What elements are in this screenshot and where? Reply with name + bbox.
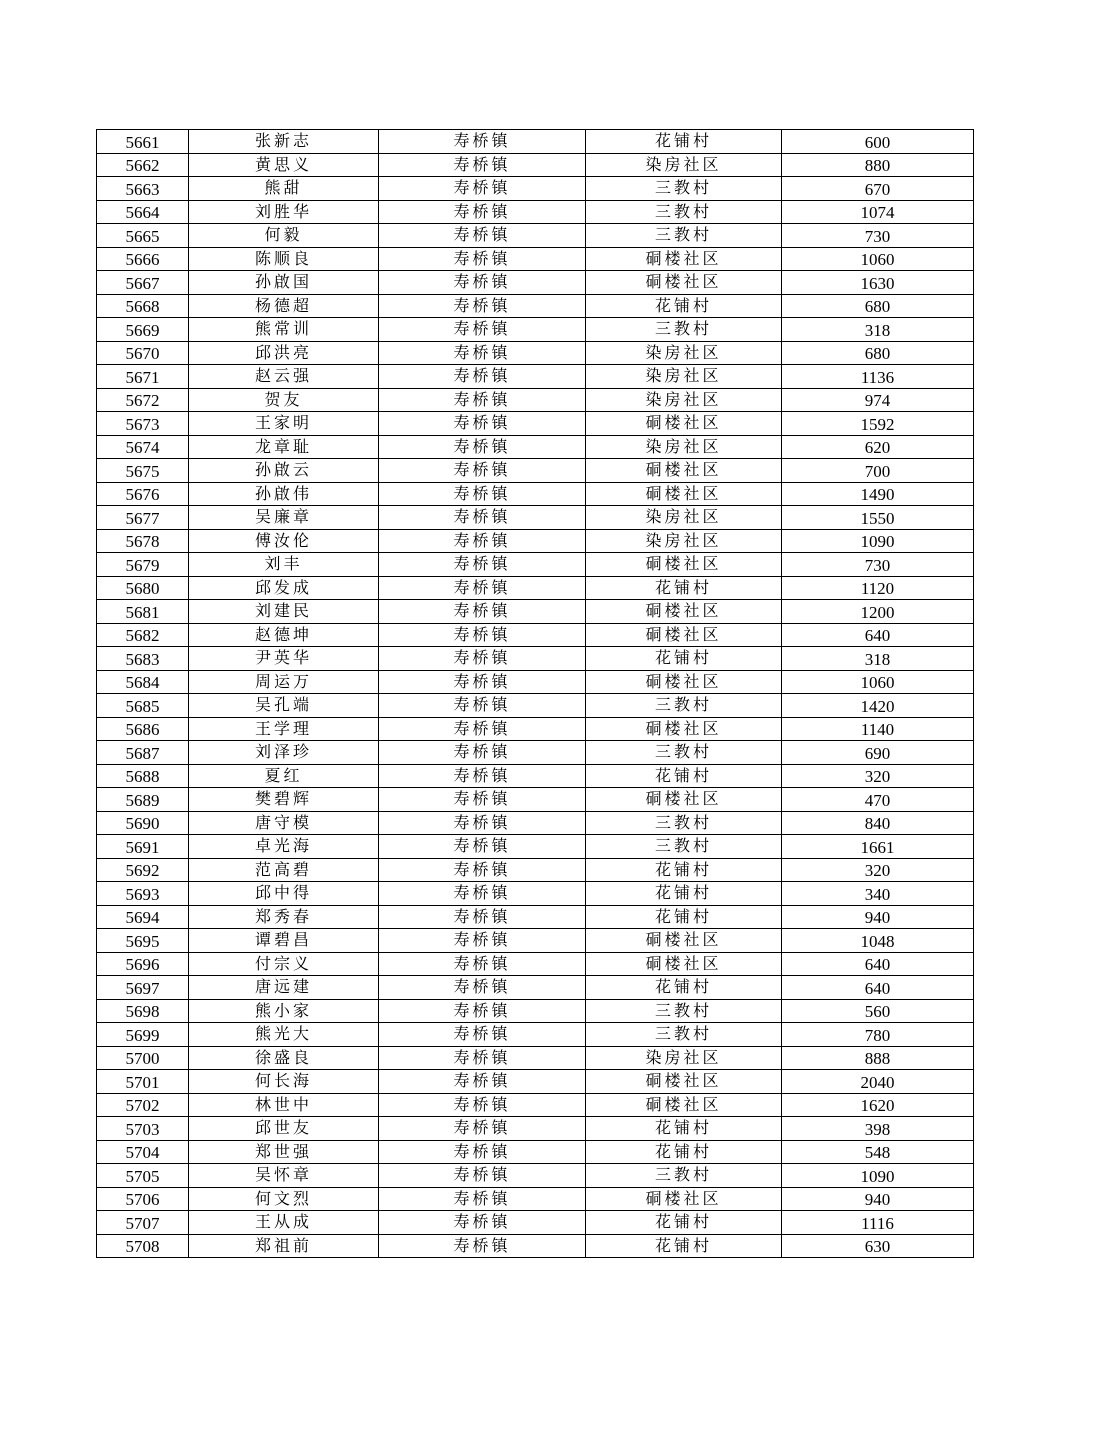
cell-serial-number: 5667 [97,271,189,295]
table-row [97,1046,974,1070]
cell-village: 三教村 [586,811,782,835]
cell-serial-number: 5692 [97,858,189,882]
cell-amount: 940 [782,1187,974,1211]
cell-town: 寿桥镇 [379,1023,586,1047]
cell-serial-number: 5708 [97,1234,189,1258]
cell-village: 硐楼社区 [586,1093,782,1117]
cell-serial-number: 5689 [97,788,189,812]
cell-village: 染房社区 [586,153,782,177]
cell-serial-number: 5676 [97,482,189,506]
cell-amount: 730 [782,553,974,577]
cell-village: 三教村 [586,318,782,342]
cell-amount: 640 [782,623,974,647]
table-row [97,623,974,647]
cell-village: 硐楼社区 [586,929,782,953]
cell-town: 寿桥镇 [379,1187,586,1211]
cell-town: 寿桥镇 [379,600,586,624]
table-row [97,1164,974,1188]
cell-name: 唐守模 [189,811,379,835]
cell-amount: 1090 [782,529,974,553]
cell-amount: 1140 [782,717,974,741]
cell-village: 硐楼社区 [586,459,782,483]
cell-name: 孙啟云 [189,459,379,483]
table-row [97,976,974,1000]
cell-name: 何文烈 [189,1187,379,1211]
cell-town: 寿桥镇 [379,576,586,600]
cell-town: 寿桥镇 [379,482,586,506]
cell-serial-number: 5706 [97,1187,189,1211]
cell-serial-number: 5682 [97,623,189,647]
cell-serial-number: 5675 [97,459,189,483]
cell-serial-number: 5703 [97,1117,189,1141]
cell-name: 张新志 [189,130,379,154]
table-row [97,764,974,788]
cell-name: 王从成 [189,1211,379,1235]
cell-town: 寿桥镇 [379,506,586,530]
cell-amount: 1550 [782,506,974,530]
cell-name: 夏红 [189,764,379,788]
cell-name: 付宗义 [189,952,379,976]
table-row [97,1140,974,1164]
cell-amount: 940 [782,905,974,929]
cell-amount: 620 [782,435,974,459]
cell-serial-number: 5702 [97,1093,189,1117]
cell-town: 寿桥镇 [379,764,586,788]
table-row [97,435,974,459]
table-row [97,952,974,976]
table-row [97,929,974,953]
cell-amount: 700 [782,459,974,483]
table-row [97,1211,974,1235]
cell-serial-number: 5678 [97,529,189,553]
table-row [97,1117,974,1141]
cell-serial-number: 5662 [97,153,189,177]
cell-village: 硐楼社区 [586,247,782,271]
cell-village: 花铺村 [586,1211,782,1235]
table-row [97,294,974,318]
cell-village: 花铺村 [586,905,782,929]
cell-village: 花铺村 [586,647,782,671]
cell-town: 寿桥镇 [379,694,586,718]
table-row [97,482,974,506]
cell-town: 寿桥镇 [379,835,586,859]
table-row [97,365,974,389]
cell-village: 染房社区 [586,435,782,459]
cell-serial-number: 5699 [97,1023,189,1047]
cell-serial-number: 5686 [97,717,189,741]
cell-name: 何毅 [189,224,379,248]
cell-village: 花铺村 [586,882,782,906]
cell-town: 寿桥镇 [379,647,586,671]
cell-serial-number: 5691 [97,835,189,859]
cell-village: 硐楼社区 [586,271,782,295]
cell-serial-number: 5664 [97,200,189,224]
cell-village: 三教村 [586,741,782,765]
cell-amount: 1060 [782,247,974,271]
cell-name: 尹英华 [189,647,379,671]
cell-town: 寿桥镇 [379,670,586,694]
cell-town: 寿桥镇 [379,412,586,436]
table-row [97,1023,974,1047]
cell-town: 寿桥镇 [379,247,586,271]
cell-serial-number: 5690 [97,811,189,835]
cell-village: 硐楼社区 [586,623,782,647]
cell-serial-number: 5695 [97,929,189,953]
cell-village: 三教村 [586,1023,782,1047]
cell-name: 熊常训 [189,318,379,342]
cell-serial-number: 5697 [97,976,189,1000]
table-row [97,200,974,224]
table-row [97,412,974,436]
cell-serial-number: 5698 [97,999,189,1023]
cell-name: 孙啟国 [189,271,379,295]
cell-town: 寿桥镇 [379,388,586,412]
cell-town: 寿桥镇 [379,294,586,318]
table-row [97,788,974,812]
table-row [97,529,974,553]
cell-town: 寿桥镇 [379,1164,586,1188]
table-row [97,224,974,248]
table-row [97,811,974,835]
cell-name: 孙啟伟 [189,482,379,506]
table-row [97,553,974,577]
cell-amount: 2040 [782,1070,974,1094]
cell-name: 贺友 [189,388,379,412]
cell-serial-number: 5705 [97,1164,189,1188]
cell-amount: 680 [782,294,974,318]
cell-village: 染房社区 [586,341,782,365]
table-row [97,459,974,483]
cell-town: 寿桥镇 [379,529,586,553]
cell-amount: 1420 [782,694,974,718]
cell-name: 赵云强 [189,365,379,389]
cell-name: 郑世强 [189,1140,379,1164]
cell-village: 花铺村 [586,130,782,154]
cell-name: 何长海 [189,1070,379,1094]
cell-name: 邱发成 [189,576,379,600]
cell-amount: 398 [782,1117,974,1141]
cell-town: 寿桥镇 [379,130,586,154]
cell-village: 硐楼社区 [586,412,782,436]
table-row [97,341,974,365]
cell-village: 硐楼社区 [586,952,782,976]
table-row [97,905,974,929]
table-row [97,647,974,671]
cell-amount: 320 [782,858,974,882]
cell-town: 寿桥镇 [379,741,586,765]
cell-town: 寿桥镇 [379,1117,586,1141]
cell-serial-number: 5674 [97,435,189,459]
table-row [97,1093,974,1117]
cell-name: 傅汝伦 [189,529,379,553]
cell-amount: 880 [782,153,974,177]
cell-village: 花铺村 [586,1140,782,1164]
table-row [97,153,974,177]
cell-name: 郑秀春 [189,905,379,929]
cell-village: 花铺村 [586,1234,782,1258]
table-row [97,576,974,600]
table-row [97,318,974,342]
cell-name: 刘泽珍 [189,741,379,765]
cell-town: 寿桥镇 [379,717,586,741]
cell-serial-number: 5693 [97,882,189,906]
cell-serial-number: 5688 [97,764,189,788]
table-row [97,177,974,201]
cell-serial-number: 5696 [97,952,189,976]
cell-town: 寿桥镇 [379,1140,586,1164]
table-row [97,247,974,271]
cell-amount: 974 [782,388,974,412]
table-row [97,717,974,741]
cell-amount: 318 [782,318,974,342]
table-row [97,999,974,1023]
cell-amount: 340 [782,882,974,906]
cell-town: 寿桥镇 [379,952,586,976]
cell-village: 花铺村 [586,576,782,600]
cell-village: 花铺村 [586,294,782,318]
cell-serial-number: 5672 [97,388,189,412]
data-table [96,129,974,1258]
cell-village: 三教村 [586,1164,782,1188]
cell-town: 寿桥镇 [379,271,586,295]
cell-name: 吴怀章 [189,1164,379,1188]
cell-serial-number: 5683 [97,647,189,671]
cell-village: 染房社区 [586,529,782,553]
cell-amount: 1074 [782,200,974,224]
cell-serial-number: 5677 [97,506,189,530]
cell-name: 邱洪亮 [189,341,379,365]
cell-village: 花铺村 [586,1117,782,1141]
cell-village: 三教村 [586,200,782,224]
cell-name: 邱中得 [189,882,379,906]
cell-name: 熊小家 [189,999,379,1023]
table-row [97,694,974,718]
cell-name: 邱世友 [189,1117,379,1141]
cell-serial-number: 5668 [97,294,189,318]
cell-name: 樊碧辉 [189,788,379,812]
cell-name: 龙章耻 [189,435,379,459]
cell-town: 寿桥镇 [379,435,586,459]
cell-village: 三教村 [586,224,782,248]
cell-village: 花铺村 [586,858,782,882]
cell-serial-number: 5684 [97,670,189,694]
cell-town: 寿桥镇 [379,341,586,365]
cell-village: 硐楼社区 [586,717,782,741]
cell-serial-number: 5669 [97,318,189,342]
document-page [96,129,973,1258]
cell-name: 周运万 [189,670,379,694]
table-body [97,130,974,1258]
table-row [97,600,974,624]
cell-town: 寿桥镇 [379,1070,586,1094]
cell-serial-number: 5666 [97,247,189,271]
cell-village: 硐楼社区 [586,553,782,577]
cell-name: 吴孔端 [189,694,379,718]
cell-amount: 670 [782,177,974,201]
cell-village: 硐楼社区 [586,600,782,624]
cell-amount: 690 [782,741,974,765]
cell-village: 花铺村 [586,764,782,788]
cell-serial-number: 5665 [97,224,189,248]
cell-village: 硐楼社区 [586,1070,782,1094]
cell-village: 花铺村 [586,976,782,1000]
cell-amount: 600 [782,130,974,154]
cell-village: 三教村 [586,694,782,718]
cell-town: 寿桥镇 [379,976,586,1000]
cell-amount: 548 [782,1140,974,1164]
cell-amount: 1620 [782,1093,974,1117]
cell-name: 徐盛良 [189,1046,379,1070]
cell-amount: 1060 [782,670,974,694]
cell-village: 三教村 [586,177,782,201]
cell-amount: 888 [782,1046,974,1070]
cell-village: 三教村 [586,999,782,1023]
cell-name: 郑祖前 [189,1234,379,1258]
cell-town: 寿桥镇 [379,318,586,342]
cell-amount: 1120 [782,576,974,600]
cell-town: 寿桥镇 [379,1234,586,1258]
cell-name: 熊甜 [189,177,379,201]
cell-serial-number: 5700 [97,1046,189,1070]
cell-serial-number: 5680 [97,576,189,600]
table-row [97,670,974,694]
cell-amount: 840 [782,811,974,835]
cell-village: 硐楼社区 [586,1187,782,1211]
table-row [97,1070,974,1094]
cell-village: 染房社区 [586,365,782,389]
cell-amount: 730 [782,224,974,248]
cell-town: 寿桥镇 [379,858,586,882]
cell-serial-number: 5687 [97,741,189,765]
cell-serial-number: 5707 [97,1211,189,1235]
cell-amount: 640 [782,976,974,1000]
cell-town: 寿桥镇 [379,553,586,577]
cell-amount: 630 [782,1234,974,1258]
cell-name: 刘胜华 [189,200,379,224]
cell-town: 寿桥镇 [379,200,586,224]
cell-town: 寿桥镇 [379,929,586,953]
cell-town: 寿桥镇 [379,365,586,389]
cell-amount: 1090 [782,1164,974,1188]
table-row [97,741,974,765]
cell-town: 寿桥镇 [379,177,586,201]
cell-serial-number: 5661 [97,130,189,154]
table-row [97,130,974,154]
table-row [97,882,974,906]
cell-amount: 680 [782,341,974,365]
cell-name: 谭碧昌 [189,929,379,953]
table-row [97,835,974,859]
cell-name: 杨德超 [189,294,379,318]
cell-name: 王家明 [189,412,379,436]
cell-village: 硐楼社区 [586,670,782,694]
cell-town: 寿桥镇 [379,882,586,906]
cell-village: 硐楼社区 [586,788,782,812]
cell-town: 寿桥镇 [379,153,586,177]
cell-town: 寿桥镇 [379,1093,586,1117]
cell-serial-number: 5704 [97,1140,189,1164]
cell-amount: 560 [782,999,974,1023]
cell-amount: 1048 [782,929,974,953]
cell-name: 林世中 [189,1093,379,1117]
cell-serial-number: 5694 [97,905,189,929]
cell-town: 寿桥镇 [379,459,586,483]
cell-name: 范高碧 [189,858,379,882]
cell-town: 寿桥镇 [379,788,586,812]
cell-serial-number: 5671 [97,365,189,389]
cell-amount: 318 [782,647,974,671]
cell-name: 刘建民 [189,600,379,624]
cell-town: 寿桥镇 [379,1211,586,1235]
cell-amount: 640 [782,952,974,976]
cell-amount: 1116 [782,1211,974,1235]
cell-village: 染房社区 [586,506,782,530]
cell-amount: 320 [782,764,974,788]
cell-serial-number: 5663 [97,177,189,201]
cell-name: 唐远建 [189,976,379,1000]
cell-name: 吴廉章 [189,506,379,530]
cell-name: 卓光海 [189,835,379,859]
cell-town: 寿桥镇 [379,623,586,647]
cell-amount: 1661 [782,835,974,859]
cell-amount: 1592 [782,412,974,436]
cell-name: 刘丰 [189,553,379,577]
cell-village: 染房社区 [586,1046,782,1070]
cell-amount: 470 [782,788,974,812]
cell-amount: 780 [782,1023,974,1047]
cell-name: 赵德坤 [189,623,379,647]
cell-name: 黄思义 [189,153,379,177]
cell-serial-number: 5679 [97,553,189,577]
cell-amount: 1136 [782,365,974,389]
table-row [97,271,974,295]
cell-name: 王学理 [189,717,379,741]
cell-serial-number: 5681 [97,600,189,624]
table-row [97,1187,974,1211]
cell-amount: 1490 [782,482,974,506]
cell-serial-number: 5701 [97,1070,189,1094]
cell-village: 三教村 [586,835,782,859]
cell-town: 寿桥镇 [379,224,586,248]
cell-town: 寿桥镇 [379,999,586,1023]
cell-village: 染房社区 [586,388,782,412]
table-row [97,1234,974,1258]
table-row [97,506,974,530]
cell-amount: 1630 [782,271,974,295]
table-row [97,858,974,882]
table-row [97,388,974,412]
cell-town: 寿桥镇 [379,1046,586,1070]
cell-serial-number: 5673 [97,412,189,436]
cell-name: 陈顺良 [189,247,379,271]
cell-name: 熊光大 [189,1023,379,1047]
cell-town: 寿桥镇 [379,905,586,929]
cell-amount: 1200 [782,600,974,624]
cell-serial-number: 5670 [97,341,189,365]
cell-village: 硐楼社区 [586,482,782,506]
cell-town: 寿桥镇 [379,811,586,835]
cell-serial-number: 5685 [97,694,189,718]
